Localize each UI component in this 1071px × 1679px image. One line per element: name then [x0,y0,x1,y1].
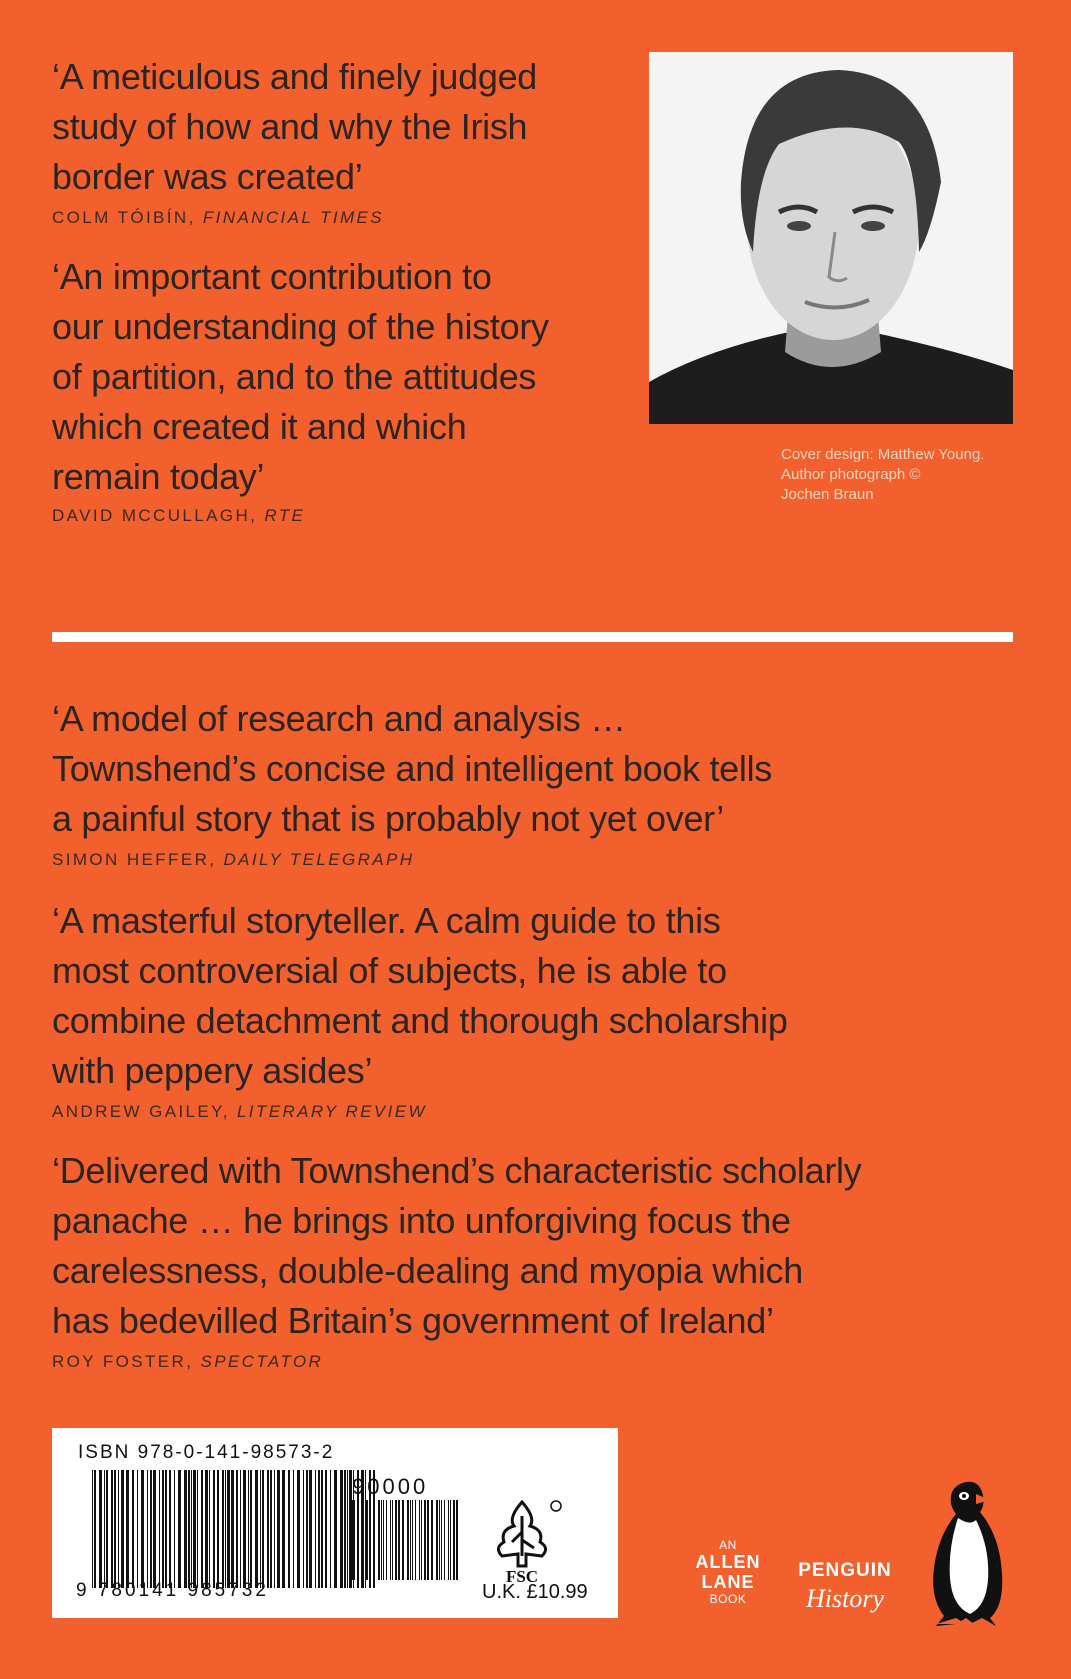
barcode-bar [243,1470,246,1588]
barcode-bar [410,1500,411,1580]
barcode-bar [363,1500,364,1580]
barcode-bar [222,1470,224,1588]
barcode-bar [191,1470,192,1588]
barcode-bar [227,1470,230,1588]
barcode-bar [412,1500,413,1580]
divider-rule [52,632,1013,642]
barcode-bar [193,1470,196,1588]
barcode-bar [439,1500,440,1580]
barcode-bar [354,1500,355,1580]
quote-3-text: ‘A model of research and analysis … Townshend’s concise and intelligent book tells a painful story that is probably not yet over’ [52,698,772,839]
barcode-bar [402,1500,404,1580]
imprint-penguin: PENGUIN [798,1560,892,1581]
quote-2-text: ‘An important contribution to our understanding of the history of partition, and to the attitudes which created it and which remain today’ [52,256,549,497]
barcode-bar [395,1500,397,1580]
barcode-bar [150,1470,152,1588]
barcode-bar [330,1470,331,1588]
barcode-bar [248,1470,249,1588]
quote-4-author: ANDREW GAILEY, [52,1102,237,1121]
barcode-bar [225,1470,226,1588]
quote-4-attribution [52,1102,427,1122]
barcode-bar [390,1500,391,1580]
barcode-bar [165,1470,167,1588]
barcode-bar [450,1500,451,1580]
barcode-bar [444,1500,445,1580]
quote-2-attribution [52,506,305,526]
quote-5-author: ROY FOSTER, [52,1352,201,1371]
barcode-bar [126,1470,129,1588]
barcode-bar [153,1470,156,1588]
barcode-bar [250,1470,252,1588]
barcode-bar [262,1470,264,1588]
barcode-bar [383,1500,384,1580]
quote-3-author: SIMON HEFFER, [52,850,224,869]
barcode-bar [94,1470,96,1588]
isbn-label: ISBN 978-0-141-98573-2 [78,1442,335,1463]
barcode-bar [424,1500,426,1580]
imprint-an: AN [719,1538,737,1552]
barcode-bar [92,1470,93,1588]
barcode-bar [407,1500,409,1580]
quote-2-author: DAVID MCCULLAGH, [52,506,265,525]
barcode-bar [456,1500,458,1580]
barcode-bar [106,1470,108,1588]
barcode-bar [267,1470,269,1588]
barcode-bar [114,1470,116,1588]
barcode-bar [184,1470,187,1588]
price: U.K. £10.99 [482,1581,588,1603]
quote-2-source: RTE [264,506,306,525]
quote-5-source: SPECTATOR [200,1352,324,1371]
barcode-bar [309,1470,312,1588]
barcode-bar [231,1470,234,1588]
barcode-bar [344,1470,346,1588]
barcode-bar [293,1470,294,1588]
imprint-book: BOOK [709,1592,747,1606]
barcode-bar [373,1500,375,1580]
penguin-history-imprint [790,1560,900,1614]
barcode-bar [415,1500,416,1580]
imprint-allen: ALLEN [695,1552,761,1572]
barcode-bar [334,1470,337,1588]
barcode-bar [240,1470,241,1588]
barcode-bar [274,1470,275,1588]
barcode-bar [147,1470,148,1588]
barcode-bar [159,1470,160,1588]
barcode-bar [162,1470,164,1588]
barcode-bar [236,1470,238,1588]
barcode-bar [340,1470,343,1588]
barcode-bar [99,1470,102,1588]
barcode-bar [318,1470,320,1588]
barcode-bar [357,1500,358,1580]
barcode-bar [111,1470,113,1588]
barcode-bar [174,1470,175,1588]
supplement-barcode [352,1500,460,1580]
barcode-bar [141,1470,144,1588]
allen-lane-imprint [688,1538,768,1606]
quote-3-source: DAILY TELEGRAPH [223,850,415,869]
barcode-bar [369,1500,371,1580]
barcode-bar [453,1500,455,1580]
cover-credit: Cover design: Matthew Young. Author photograph © Jochen Braun [781,446,985,503]
barcode-bar [392,1500,393,1580]
barcode-bar [118,1470,119,1588]
barcode-bar [201,1470,203,1588]
barcode-bar [441,1500,442,1580]
barcode-bar [361,1500,362,1580]
fsc-tree-icon [478,1496,566,1584]
barcode-bar [419,1500,420,1580]
isbn-barcode [92,1470,377,1588]
barcode-bar [303,1470,304,1588]
barcode-bar [431,1500,433,1580]
barcode-bar [277,1470,280,1588]
barcode-panel [52,1428,618,1618]
imprint-series: History [806,1584,884,1613]
quote-5-attribution [52,1352,323,1372]
quote-1-text: ‘A meticulous and finely judged study of how and why the Irish border was created’ [52,56,538,197]
barcode-bar [321,1470,323,1588]
barcode-bar [306,1470,308,1588]
quote-1-attribution [52,208,384,228]
barcode-bar [325,1470,327,1588]
barcode-bar [378,1500,380,1580]
barcode-bar [288,1470,290,1588]
barcode-bar [213,1470,215,1588]
barcode-bar [169,1470,171,1588]
barcode-bar [347,1470,348,1588]
quote-5-text: ‘Delivered with Townshend’s characteristic scholarly panache … he brings into unforgiving focus the carelessness, double-dealing and myopia which has bedevilled Britain’s government of Ireland’ [52,1150,862,1341]
price-code: 90000 [352,1474,429,1499]
barcode-bar [197,1470,198,1588]
barcode-bar [260,1470,261,1588]
barcode-bar [255,1470,258,1588]
barcode-bar [205,1470,208,1588]
barcode-bar [366,1500,368,1580]
penguin-logo-icon [926,1478,1010,1628]
quote-1-author: COLM TÓIBÍN, [52,208,203,227]
author-photo [649,52,1013,424]
barcode-bar [427,1500,429,1580]
barcode-bar [209,1470,210,1588]
barcode-bar [386,1500,387,1580]
barcode-bar [178,1470,181,1588]
barcode-bar [297,1470,300,1588]
barcode-bar [132,1470,134,1588]
barcode-bar [436,1500,438,1580]
imprint-lane: LANE [701,1572,755,1592]
quote-1-source: FINANCIAL TIMES [202,208,385,227]
barcode-bar [398,1500,400,1580]
quote-3-attribution [52,850,414,870]
barcode-bar [104,1470,105,1588]
barcode-bar [188,1470,190,1588]
author-portrait-illustration [649,52,1013,424]
barcode-bar [421,1500,422,1580]
fsc-label: FSC [505,1567,539,1584]
quote-4-text: ‘A masterful storyteller. A calm guide to this most controversial of subjects, he is able to combine detachment and thorough scholarship with peppery asides’ [52,900,788,1091]
barcode-bar [121,1470,124,1588]
barcode-bar [282,1470,285,1588]
barcode-bar [217,1470,219,1588]
barcode-bar [270,1470,272,1588]
barcode-bar [137,1470,138,1588]
barcode-bar [352,1500,353,1580]
barcode-bar [315,1470,316,1588]
quote-4-source: LITERARY REVIEW [236,1102,427,1121]
barcode-bar [448,1500,449,1580]
isbn-digits: 9 780141 985732 [76,1580,269,1601]
barcode-bar [381,1500,382,1580]
